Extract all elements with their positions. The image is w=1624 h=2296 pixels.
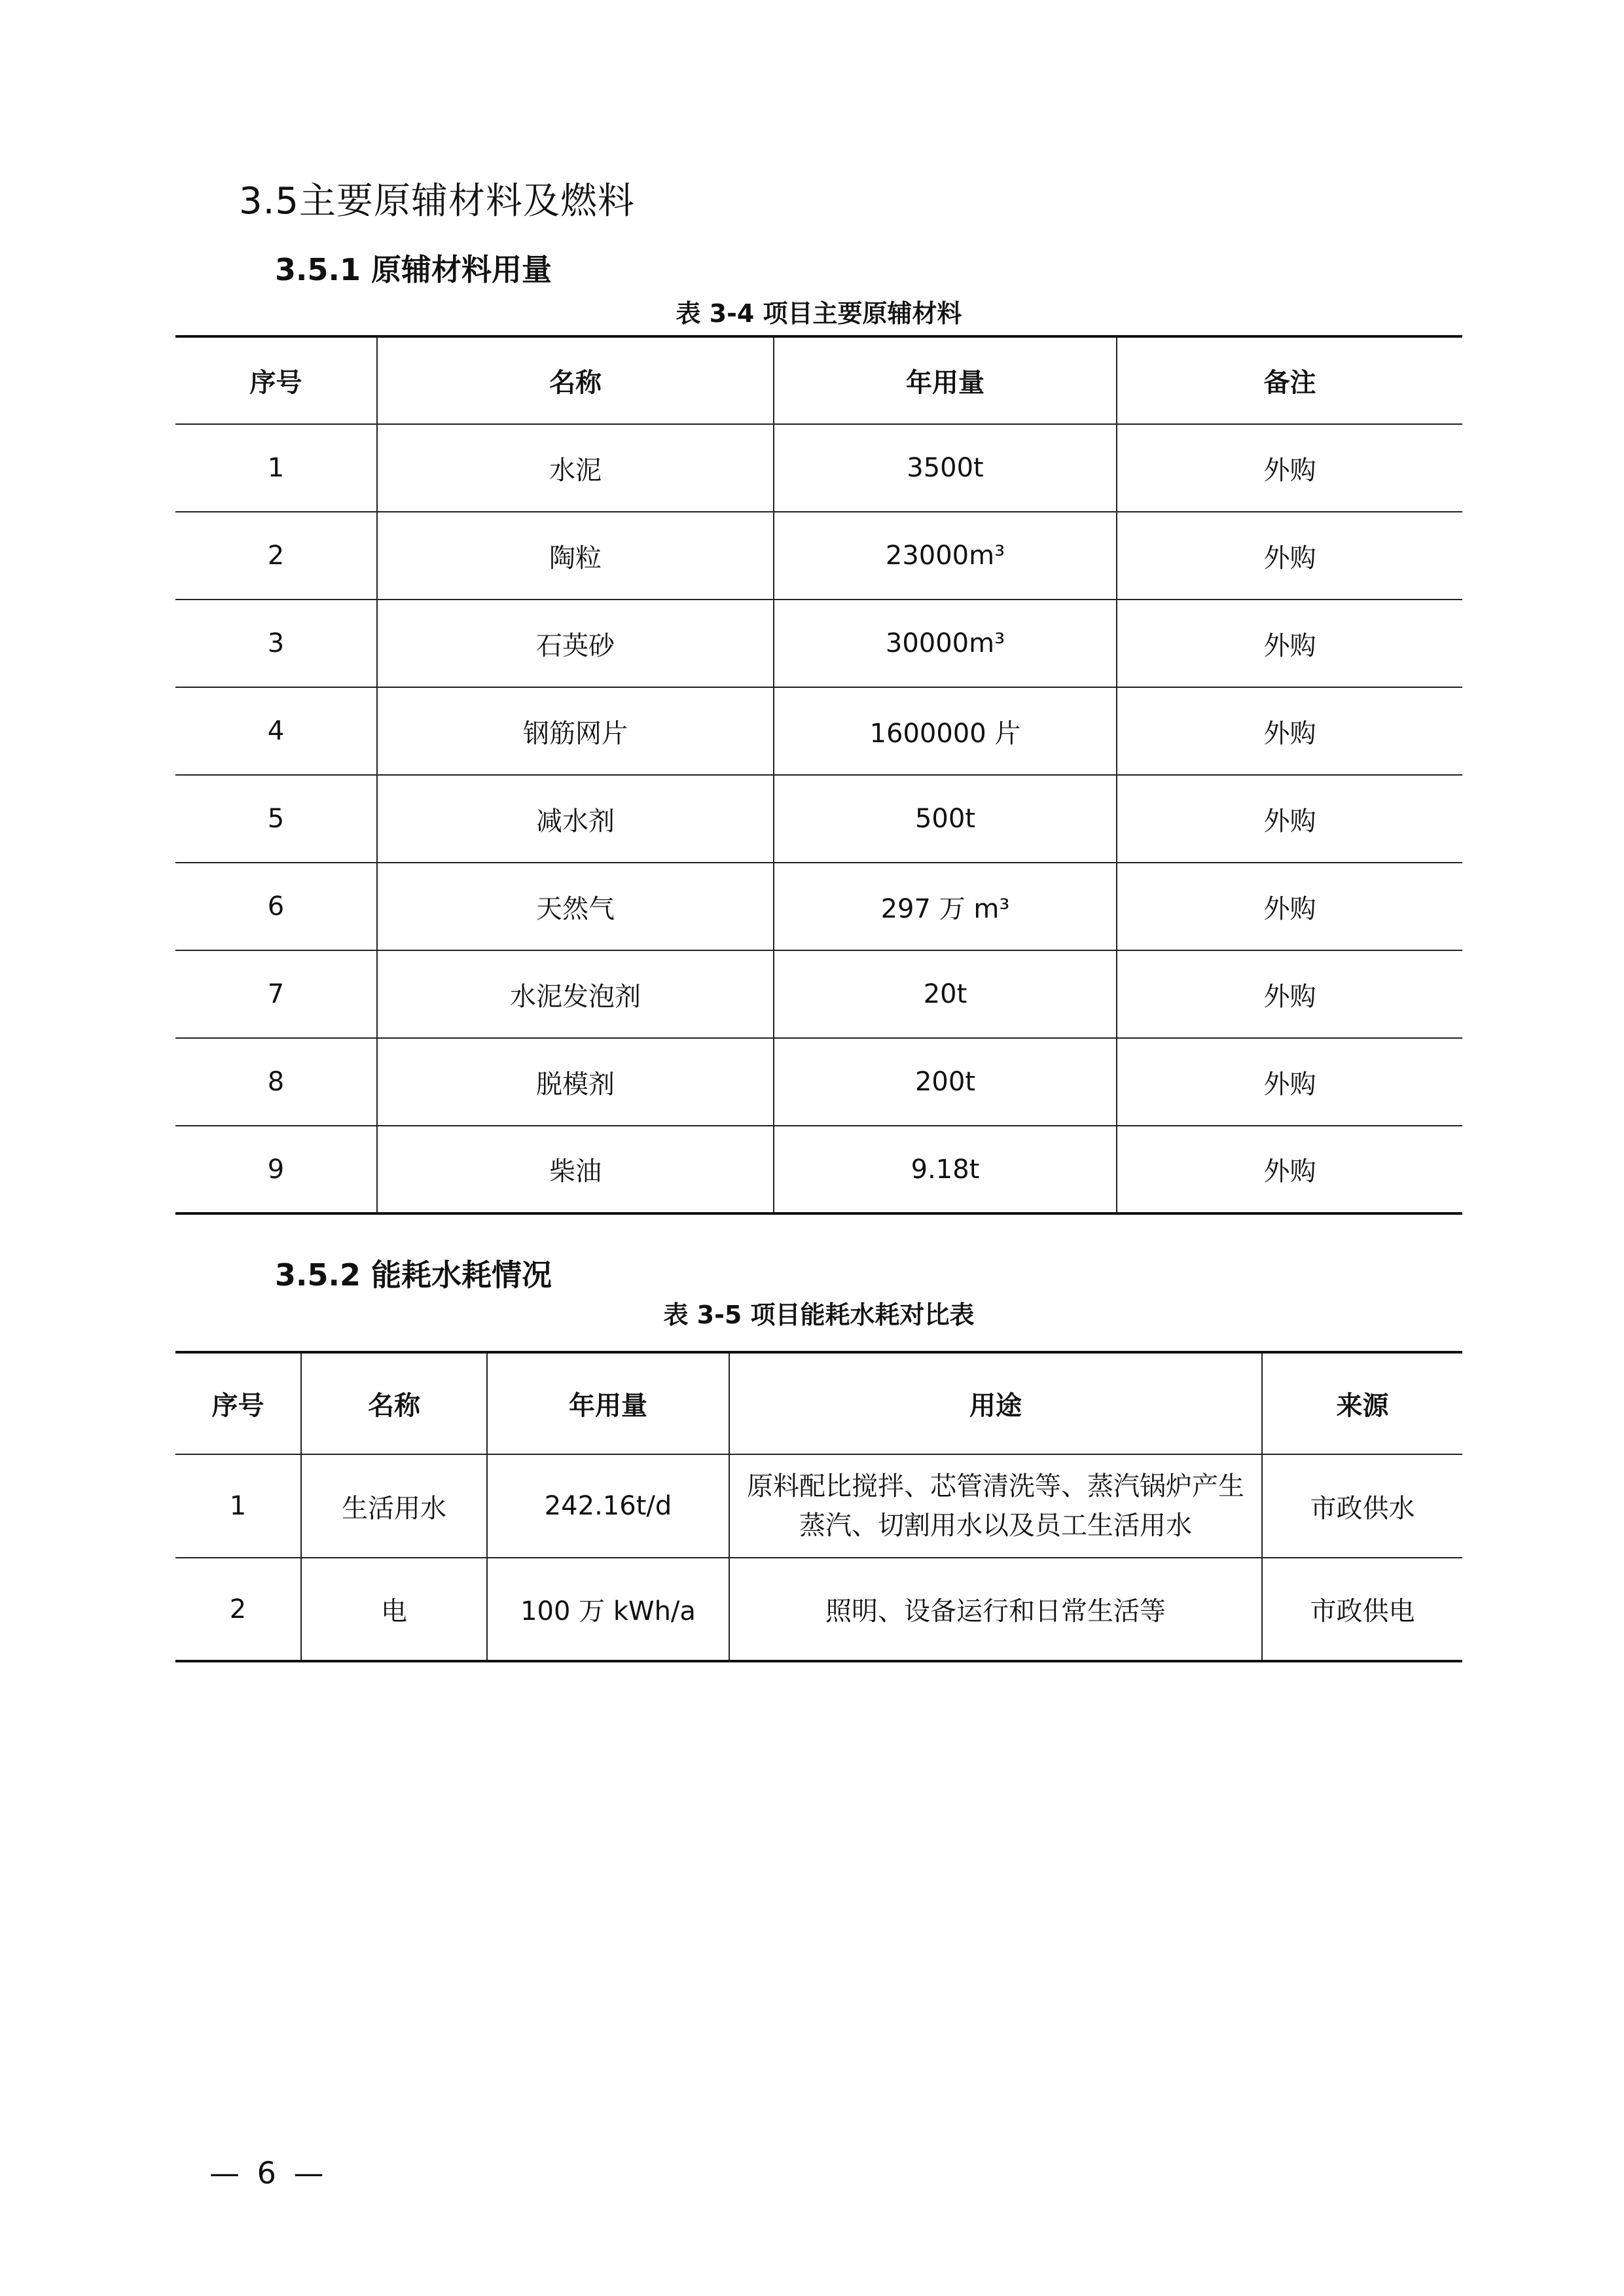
cell-name: 电	[301, 1558, 487, 1661]
header-cell-no: 序号	[175, 1352, 301, 1454]
cell-no: 4	[175, 687, 377, 775]
header-cell-amount: 年用量	[487, 1352, 729, 1454]
cell-amount: 297 万 m³	[774, 863, 1117, 950]
cell-name: 脱模剂	[377, 1038, 774, 1126]
cell-no: 2	[175, 512, 377, 600]
cell-amount: 242.16t/d	[487, 1454, 729, 1558]
cell-amount: 9.18t	[774, 1126, 1117, 1213]
header-cell-no: 序号	[175, 336, 377, 424]
page-number: — 6 —	[209, 2155, 328, 2191]
cell-name: 水泥	[377, 424, 774, 512]
header-cell-source: 来源	[1262, 1352, 1462, 1454]
energy-subtitle: 3.5.2 能耗水耗情况	[275, 1257, 552, 1293]
cell-no: 1	[175, 424, 377, 512]
header-cell-name: 名称	[377, 336, 774, 424]
table-row	[175, 775, 1462, 863]
cell-name: 钢筋网片	[377, 687, 774, 775]
cell-amount: 200t	[774, 1038, 1117, 1126]
materials-subtitle: 3.5.1 原辅材料用量	[275, 252, 552, 287]
cell-source: 市政供电	[1262, 1558, 1462, 1661]
cell-no: 7	[175, 950, 377, 1038]
table-header-row	[175, 336, 1462, 424]
header-cell-amount: 年用量	[774, 336, 1117, 424]
cell-amount: 500t	[774, 775, 1117, 863]
cell-no: 2	[175, 1558, 301, 1661]
cell-amount: 3500t	[774, 424, 1117, 512]
cell-amount: 1600000 片	[774, 687, 1117, 775]
cell-no: 8	[175, 1038, 377, 1126]
table-row	[175, 424, 1462, 512]
cell-amount: 20t	[774, 950, 1117, 1038]
table-row	[175, 1558, 1462, 1661]
cell-name: 减水剂	[377, 775, 774, 863]
table-row	[175, 1038, 1462, 1126]
cell-note: 外购	[1117, 687, 1462, 775]
cell-no: 1	[175, 1454, 301, 1558]
table-header-row	[175, 1352, 1462, 1454]
cell-no: 9	[175, 1126, 377, 1213]
table-row	[175, 600, 1462, 687]
materials-table-caption: 表 3-4 项目主要原辅材料	[676, 299, 962, 328]
table-row	[175, 687, 1462, 775]
section-title: 3.5主要原辅材料及燃料	[239, 180, 636, 223]
cell-no: 6	[175, 863, 377, 950]
header-cell-usage: 用途	[729, 1352, 1262, 1454]
cell-note: 外购	[1117, 950, 1462, 1038]
cell-amount: 30000m³	[774, 600, 1117, 687]
cell-note: 外购	[1117, 863, 1462, 950]
cell-amount: 100 万 kWh/a	[487, 1558, 729, 1661]
cell-name: 陶粒	[377, 512, 774, 600]
cell-source: 市政供水	[1262, 1454, 1462, 1558]
materials-table	[175, 335, 1462, 1215]
cell-note: 外购	[1117, 512, 1462, 600]
cell-amount: 23000m³	[774, 512, 1117, 600]
energy-table-caption: 表 3-5 项目能耗水耗对比表	[663, 1300, 975, 1329]
cell-name: 石英砂	[377, 600, 774, 687]
cell-note: 外购	[1117, 1038, 1462, 1126]
table-row	[175, 1454, 1462, 1558]
cell-name: 生活用水	[301, 1454, 487, 1558]
table-row	[175, 863, 1462, 950]
cell-name: 天然气	[377, 863, 774, 950]
cell-no: 3	[175, 600, 377, 687]
cell-usage: 原料配比搅拌、芯管清洗等、蒸汽锅炉产生蒸汽、切割用水以及员工生活用水	[729, 1454, 1262, 1558]
header-cell-name: 名称	[301, 1352, 487, 1454]
cell-name: 水泥发泡剂	[377, 950, 774, 1038]
cell-usage: 照明、设备运行和日常生活等	[729, 1558, 1262, 1661]
cell-note: 外购	[1117, 424, 1462, 512]
table-row	[175, 950, 1462, 1038]
energy-table	[175, 1351, 1462, 1662]
cell-no: 5	[175, 775, 377, 863]
cell-note: 外购	[1117, 1126, 1462, 1213]
table-row	[175, 1126, 1462, 1213]
cell-name: 柴油	[377, 1126, 774, 1213]
header-cell-note: 备注	[1117, 336, 1462, 424]
table-row	[175, 512, 1462, 600]
cell-note: 外购	[1117, 600, 1462, 687]
cell-note: 外购	[1117, 775, 1462, 863]
